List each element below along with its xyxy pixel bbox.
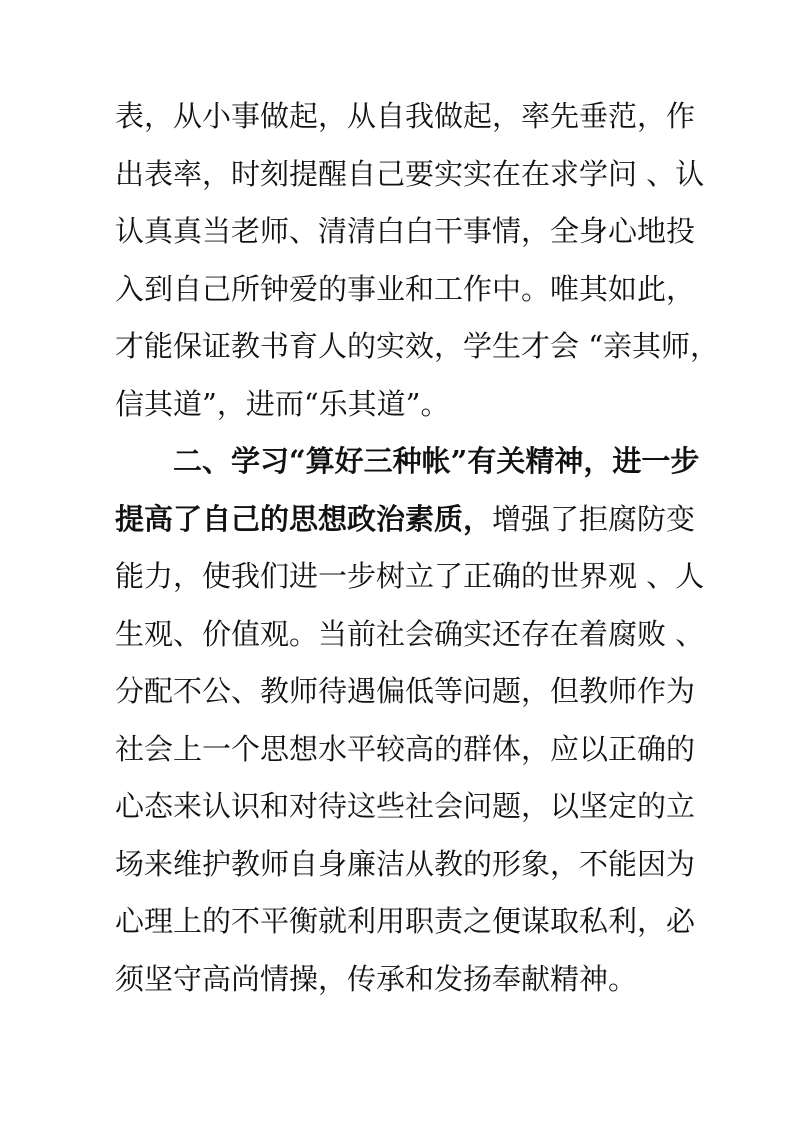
text-line: 入到自己所钟爱的事业和工作中。唯其如此， <box>115 271 696 306</box>
text-line: 生观、价值观。当前社会确实还存在着腐败 、 <box>115 616 705 651</box>
text-line: 出表率，时刻提醒自己要实实在在求学问 、认 <box>115 156 705 191</box>
text-line: 信其道”，进而“乐其道”。 <box>115 386 450 421</box>
text-run: 增强了拒腐防变 <box>492 501 696 536</box>
text-line: 场来维护教师自身廉洁从教的形象，不能因为 <box>115 846 696 881</box>
text-line: 心态来认识和对待这些社会问题，以坚定的立 <box>115 789 696 823</box>
text-line: 心理上的不平衡就利用职责之便谋取私利，必 <box>115 904 696 938</box>
text-line: 表，从小事做起，从自我做起，率先垂范，作 <box>115 99 696 133</box>
section-heading: 二、学习“算好三种帐”有关精神，进一步 <box>173 444 700 478</box>
text-line: 认真真当老师、清清白白干事情，全身心地投 <box>115 214 696 248</box>
text-line: 社会上一个思想水平较高的群体，应以正确的 <box>115 731 696 766</box>
text-line: 须坚守高尚情操，传承和发扬奉献精神。 <box>115 961 638 996</box>
text-line: 分配不公、教师待遇偏低等问题，但教师作为 <box>115 674 696 708</box>
text-line: 能力，使我们进一步树立了正确的世界观 、人 <box>115 559 705 593</box>
body-text <box>115 88 720 1008</box>
section-heading-continued: 提高了自己的思想政治素质， <box>115 501 493 536</box>
text-line: 才能保证教书育人的实效，学生才会 “亲其师， <box>115 329 720 363</box>
text-line <box>115 491 705 549</box>
